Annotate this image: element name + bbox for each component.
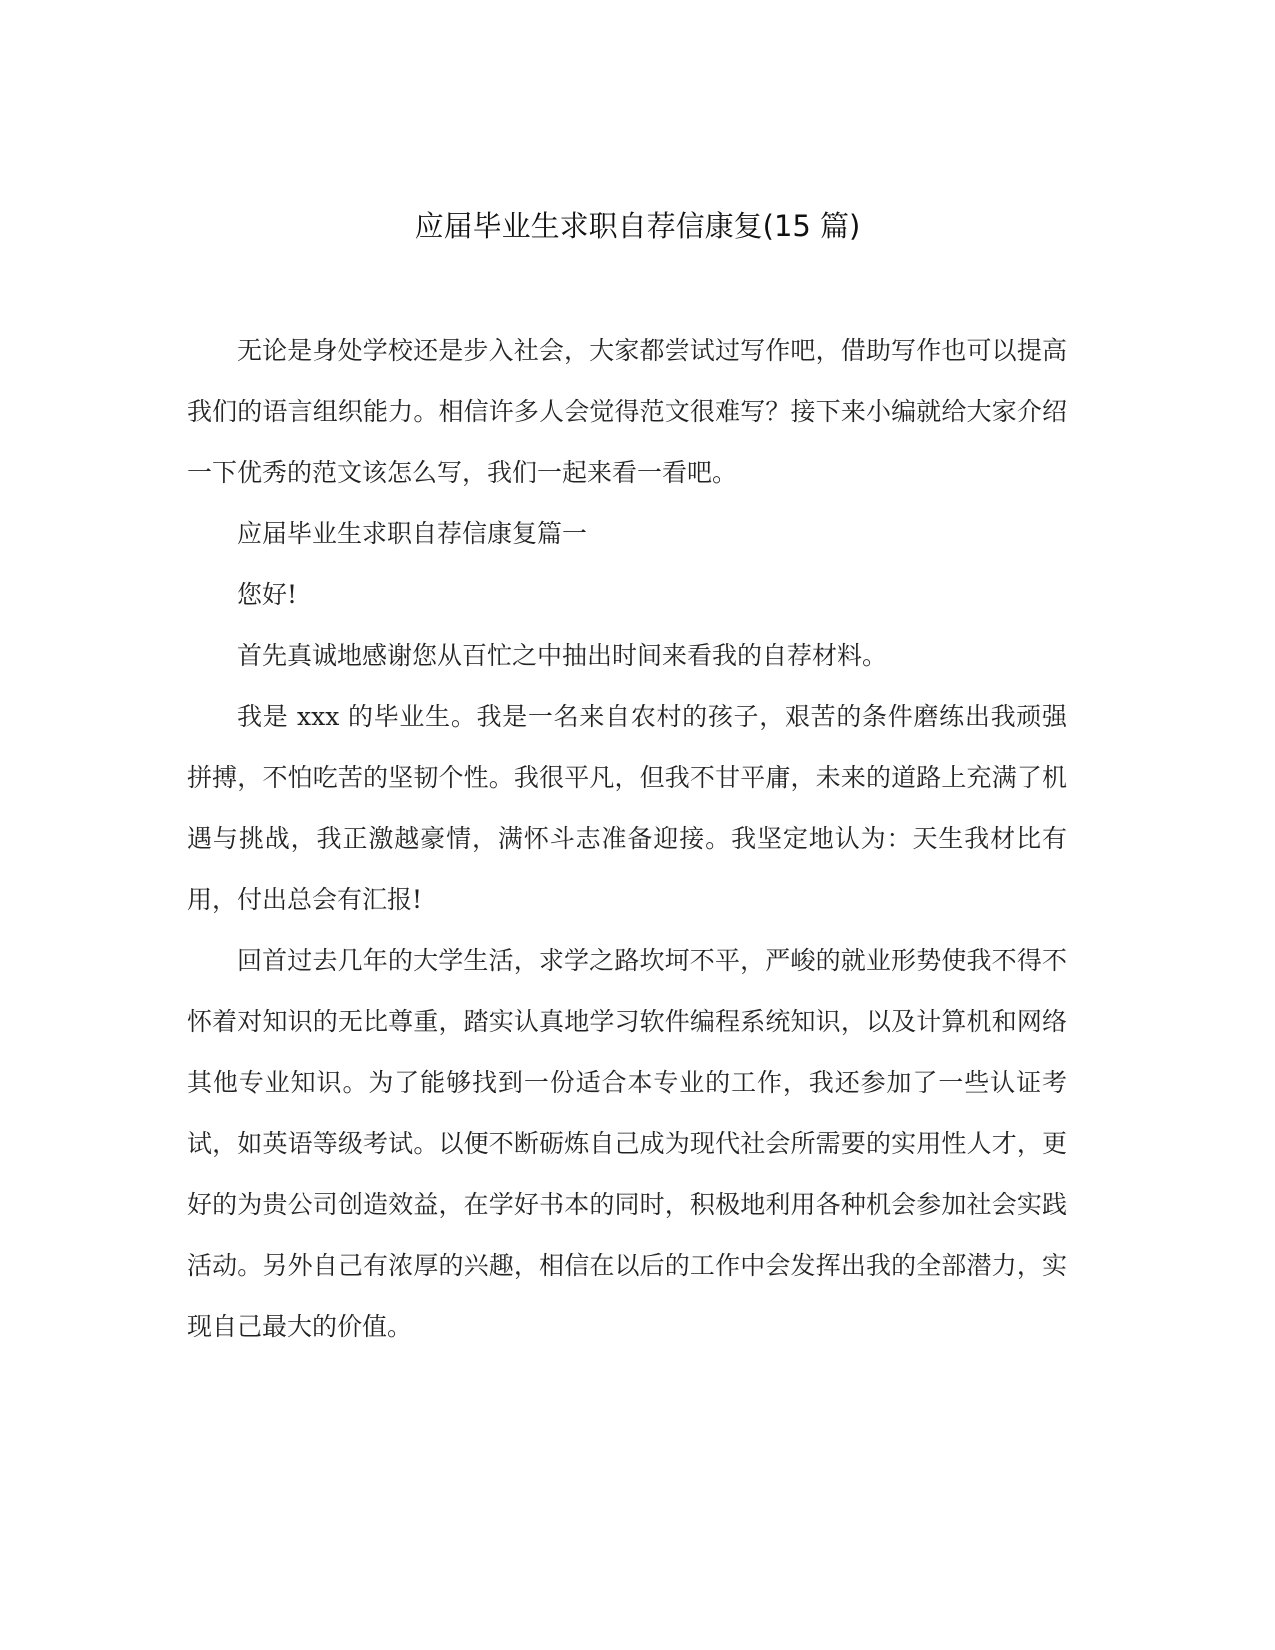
document-body <box>187 320 1067 1357</box>
document-title: 应届毕业生求职自荐信康复(15 篇) <box>414 209 861 243</box>
body-paragraph: 首先真诚地感谢您从百忙之中抽出时间来看我的自荐材料。 <box>237 641 888 670</box>
body-paragraph: 我是 xxx 的毕业生。我是一名来自农村的孩子，艰苦的条件磨练出我顽强拼搏，不怕吃苦的坚韧个性。我很平凡，但我不甘平庸，未来的道路上充满了机遇与挑战，我正激越豪情，满怀斗志准备迎接。我坚定地认为：天生我材比有用，付出总会有汇报! <box>187 702 1067 914</box>
greeting: 您好! <box>237 580 298 609</box>
body-paragraph: 回首过去几年的大学生活，求学之路坎坷不平，严峻的就业形势使我不得不怀着对知识的无比尊重，踏实认真地学习软件编程系统知识，以及计算机和网络其他专业知识。为了能够找到一份适合本专业的工作，我还参加了一些认证考试，如英语等级考试。以便不断砺炼自己成为现代社会所需要的实用性人才，更好的为贵公司创造效益，在学好书本的同时，积极地利用各种机会参加社会实践活动。另外自己有浓厚的兴趣，相信在以后的工作中会发挥出我的全部潜力，实现自己最大的价值。 <box>187 946 1067 1341</box>
intro-paragraph: 无论是身处学校还是步入社会，大家都尝试过写作吧，借助写作也可以提高我们的语言组织能力。相信许多人会觉得范文很难写？接下来小编就给大家介绍一下优秀的范文该怎么写，我们一起来看一看吧。 <box>187 336 1067 487</box>
section-heading: 应届毕业生求职自荐信康复篇一 <box>237 519 588 548</box>
